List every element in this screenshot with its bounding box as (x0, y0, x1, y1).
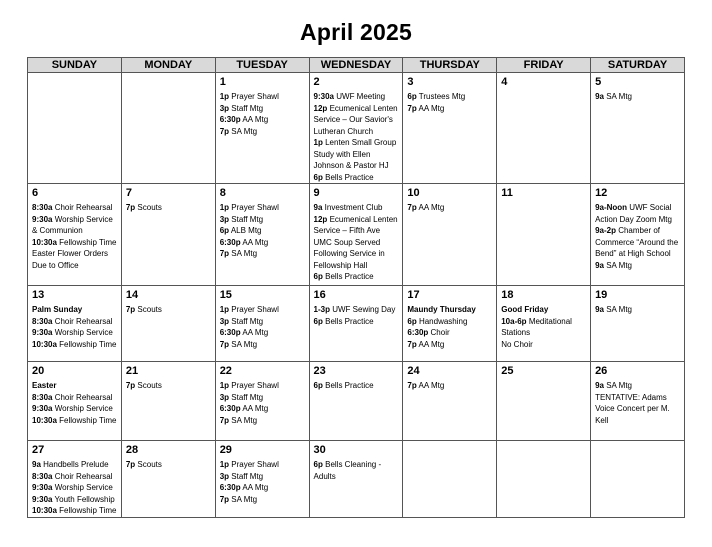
calendar-event (314, 103, 399, 138)
day-number: 6 (32, 187, 39, 199)
event-description: Staff Mtg (231, 103, 264, 113)
day-number: 12 (595, 187, 608, 199)
day-number: 21 (125, 365, 139, 377)
calendar-event (314, 172, 399, 184)
event-description: UWF Social Action Day Zoom Mtg (595, 203, 672, 224)
event-time: 1p (219, 381, 230, 390)
day-cell (215, 184, 309, 286)
calendar-event (32, 494, 117, 506)
day-cell (309, 362, 403, 441)
event-time: Palm Sunday (32, 305, 83, 314)
event-description: SA Mtg (606, 305, 632, 314)
event-description: Choir Rehearsal (54, 203, 113, 212)
week-row (28, 362, 685, 441)
weekday-header: WEDNESDAY (309, 58, 403, 73)
event-time: 1p (313, 138, 323, 147)
calendar-event (314, 202, 399, 214)
calendar-event (314, 316, 399, 328)
event-time: Good Friday (501, 305, 549, 314)
calendar-event (314, 91, 399, 103)
event-description: Trustees Mtg (418, 92, 466, 101)
day-cell (403, 286, 497, 362)
event-description: Prayer Shawl (231, 381, 279, 390)
calendar-event (314, 214, 399, 272)
calendar-event (220, 327, 305, 339)
event-description: UWF Sewing Day (332, 305, 396, 314)
day-number: 17 (407, 289, 420, 301)
event-description: Bells Practice (325, 381, 374, 390)
event-time: 9a (595, 260, 604, 270)
event-time: 9a (595, 305, 604, 314)
event-time: 6:30p (219, 237, 241, 247)
event-description: Bells Practice (325, 172, 374, 182)
day-number: 24 (407, 365, 420, 377)
calendar-event (32, 214, 117, 237)
calendar-event (314, 304, 399, 316)
event-description: TENTATIVE: Adams Voice Concert per M. Kell (595, 392, 670, 425)
empty-day-cell (121, 73, 215, 184)
event-time: 8:30a (32, 392, 53, 402)
event-time: 10a-6p (501, 316, 527, 326)
event-description: SA Mtg (231, 339, 258, 349)
calendar-event (220, 415, 305, 427)
day-number: 15 (219, 289, 232, 301)
weekday-header: SUNDAY (28, 58, 122, 73)
event-description: Meditational Stations (501, 316, 572, 337)
event-time: 9:30a (32, 404, 53, 413)
event-description: SA Mtg (606, 92, 632, 101)
event-description: Worship Service & Communion (32, 214, 113, 235)
calendar-event (595, 392, 680, 427)
event-time: 7p (125, 381, 136, 390)
event-time: 7p (407, 103, 417, 113)
calendar-event (407, 202, 492, 214)
day-cell (215, 73, 309, 184)
event-time: 3p (219, 316, 230, 326)
event-description: Youth Fellowship (54, 494, 115, 504)
day-cell (28, 184, 122, 286)
calendar-event (126, 202, 211, 214)
event-description: ALB Mtg (230, 226, 262, 235)
day-number: 28 (125, 444, 139, 456)
day-number: 8 (219, 187, 226, 199)
calendar-event (220, 380, 305, 392)
calendar-event (32, 471, 117, 483)
event-description: Ecumenical Lenten Service – Our Savior's Lutheran Church (313, 103, 398, 136)
event-time: 6p (313, 172, 323, 182)
event-description: AA Mtg (242, 328, 269, 337)
event-description: Bells Practice (325, 272, 374, 281)
event-time: 6p (219, 226, 230, 235)
event-time: 9a (595, 381, 604, 390)
calendar-event (126, 459, 211, 471)
empty-day-cell (591, 441, 685, 518)
day-cell (28, 286, 122, 362)
event-time: 10:30a (32, 339, 57, 349)
weekday-header: SATURDAY (591, 58, 685, 73)
day-number: 27 (32, 444, 45, 456)
calendar-event (220, 202, 305, 214)
empty-day-cell (403, 441, 497, 518)
event-time: 7p (125, 460, 136, 469)
event-description: Prayer Shawl (231, 92, 279, 101)
event-description: UWF Meeting (336, 92, 386, 101)
event-description: SA Mtg (606, 260, 632, 270)
event-description: Choir Rehearsal (54, 471, 113, 481)
day-cell (497, 362, 591, 441)
calendar-event (407, 304, 492, 316)
event-time: 6p (313, 272, 323, 281)
event-time: 9:30a (32, 214, 53, 224)
day-cell (309, 286, 403, 362)
calendar-event (32, 392, 117, 404)
event-time: 3p (219, 471, 230, 481)
calendar-event (314, 137, 399, 172)
day-number: 22 (219, 365, 232, 377)
event-time: 7p (219, 415, 230, 425)
calendar-event (32, 248, 117, 271)
event-time: 7p (407, 339, 417, 349)
event-description: Chamber of Commerce “Around the Bend” at High School (595, 226, 679, 258)
calendar-event (314, 271, 399, 283)
event-description: Bells Cleaning - Adults (313, 460, 382, 481)
weekday-header: TUESDAY (215, 58, 309, 73)
calendar-event (32, 459, 117, 471)
event-description: AA Mtg (242, 483, 269, 492)
day-number: 19 (595, 289, 608, 301)
event-time: 1-3p (313, 305, 330, 314)
day-number: 29 (219, 444, 232, 456)
calendar-event (32, 304, 117, 316)
event-time: 3p (219, 103, 230, 113)
calendar-event (220, 225, 305, 237)
calendar-event (595, 202, 680, 225)
event-description: Scouts (137, 305, 162, 314)
event-description: Staff Mtg (231, 316, 264, 326)
event-description: Prayer Shawl (231, 460, 279, 469)
calendar-event (595, 304, 680, 316)
calendar-event (32, 339, 117, 351)
event-description: AA Mtg (242, 237, 269, 247)
day-cell (403, 73, 497, 184)
calendar-event (32, 380, 117, 392)
calendar-event (595, 260, 680, 272)
event-description: Choir (430, 328, 450, 337)
event-description: SA Mtg (231, 126, 258, 136)
event-time: 6p (313, 381, 323, 390)
day-cell (215, 286, 309, 362)
event-description: SA Mtg (231, 494, 258, 504)
calendar-event (595, 380, 680, 392)
day-number: 16 (313, 289, 326, 301)
week-row (28, 73, 685, 184)
event-time: 7p (219, 249, 230, 258)
calendar-event (501, 304, 586, 316)
calendar-grid (27, 57, 685, 518)
calendar-event (32, 482, 117, 494)
calendar-event (407, 316, 492, 328)
event-time: 9a-Noon (595, 203, 628, 212)
day-number: 4 (501, 76, 508, 88)
event-time: 6:30p (219, 483, 241, 492)
event-time: 9:30a (32, 328, 53, 337)
event-time: 7p (219, 339, 230, 349)
calendar-event (32, 316, 117, 328)
day-number: 5 (595, 76, 602, 88)
calendar-event (32, 237, 117, 249)
day-number: 23 (313, 365, 326, 377)
day-number: 9 (313, 187, 320, 199)
event-description: Bells Practice (325, 316, 374, 326)
calendar-event (220, 237, 305, 249)
event-description: Worship Service (54, 328, 113, 337)
calendar-event (407, 380, 492, 392)
event-description: Staff Mtg (231, 392, 264, 402)
week-row (28, 441, 685, 518)
calendar-event (314, 459, 399, 482)
calendar-event (220, 459, 305, 471)
event-time: 6:30p (219, 404, 241, 413)
calendar-event (501, 316, 586, 339)
calendar-event (220, 91, 305, 103)
event-time: 8:30a (32, 471, 53, 481)
event-description: AA Mtg (242, 404, 269, 413)
day-cell (497, 73, 591, 184)
event-time: 7p (125, 305, 136, 314)
calendar-event (407, 103, 492, 115)
day-number: 11 (501, 187, 513, 199)
event-time: 1p (219, 305, 230, 314)
calendar-event (407, 91, 492, 103)
calendar-event (220, 471, 305, 483)
event-description: AA Mtg (418, 203, 445, 212)
event-description: Fellowship Time (59, 506, 117, 515)
event-time: 3p (219, 214, 230, 224)
day-cell (309, 184, 403, 286)
day-cell (591, 286, 685, 362)
day-cell (121, 184, 215, 286)
calendar-event (220, 392, 305, 404)
day-number: 14 (125, 289, 139, 301)
event-description: SA Mtg (606, 381, 632, 390)
day-cell (591, 362, 685, 441)
day-cell (121, 362, 215, 441)
calendar-event (220, 482, 305, 494)
event-time: 6p (313, 316, 323, 326)
event-time: 1p (219, 203, 230, 212)
calendar-title: April 2025 (300, 19, 412, 45)
event-time: 9a (313, 203, 323, 212)
event-time: 10:30a (32, 415, 57, 425)
event-description: Ecumenical Lenten Service – Fifth Ave UMC Soup Served Following Service in Fellowship Hall (313, 214, 398, 270)
weekday-header: MONDAY (121, 58, 215, 73)
day-number: 3 (407, 76, 414, 88)
event-description: Staff Mtg (231, 471, 264, 481)
day-cell (403, 184, 497, 286)
week-row (28, 184, 685, 286)
event-description: AA Mtg (418, 381, 445, 390)
event-description: SA Mtg (231, 415, 258, 425)
calendar-event (220, 494, 305, 506)
week-row (28, 286, 685, 362)
day-cell (497, 184, 591, 286)
event-description: Scouts (137, 460, 162, 469)
event-description: Investment Club (324, 203, 383, 212)
event-time: 9:30a (32, 483, 53, 492)
event-time: 6p (407, 316, 417, 326)
day-number: 18 (501, 289, 514, 301)
day-number: 10 (407, 187, 420, 199)
event-description: Prayer Shawl (231, 203, 279, 212)
event-time: Easter (32, 381, 57, 390)
event-description: Choir Rehearsal (54, 392, 113, 402)
calendar-event (220, 214, 305, 226)
calendar-event (220, 403, 305, 415)
event-time: 1p (219, 460, 230, 469)
day-cell (215, 441, 309, 518)
calendar-event (220, 114, 305, 126)
calendar-event (32, 505, 117, 517)
day-cell (215, 362, 309, 441)
event-description: Fellowship Time (59, 237, 117, 247)
event-description: Scouts (137, 203, 162, 212)
event-time: 10:30a (32, 237, 57, 247)
calendar-event (595, 91, 680, 103)
event-time: 8:30a (32, 203, 53, 212)
event-description: SA Mtg (231, 249, 258, 258)
weekday-header: THURSDAY (403, 58, 497, 73)
calendar-event (220, 103, 305, 115)
event-time: 12p (313, 103, 328, 113)
event-description: Handwashing (418, 316, 468, 326)
calendar-event (501, 339, 586, 351)
weekday-header-row (28, 58, 685, 73)
event-description: No Choir (501, 339, 533, 349)
calendar-event (32, 403, 117, 415)
event-time: 7p (219, 494, 230, 504)
event-description: AA Mtg (418, 339, 445, 349)
day-cell (403, 362, 497, 441)
calendar-event (220, 316, 305, 328)
calendar-event (126, 380, 211, 392)
calendar-event (595, 225, 680, 260)
day-cell (591, 184, 685, 286)
event-time: Maundy Thursday (407, 305, 476, 314)
day-number: 2 (313, 76, 320, 88)
day-number: 25 (501, 365, 514, 377)
calendar-event (220, 339, 305, 351)
calendar-event (126, 304, 211, 316)
event-description: Worship Service (54, 404, 113, 413)
event-description: Lenten Small Group Study with Ellen Johnson & Pastor HJ (313, 138, 397, 170)
day-cell (497, 286, 591, 362)
event-time: 7p (407, 381, 417, 390)
event-description: Handbells Prelude (43, 460, 109, 469)
event-description: Scouts (137, 381, 162, 390)
event-time: 9:30a (313, 92, 334, 101)
event-time: 12p (313, 214, 328, 224)
event-time: 6p (407, 92, 417, 101)
day-cell (121, 286, 215, 362)
calendar-event (220, 126, 305, 138)
day-number: 20 (32, 365, 45, 377)
event-description: AA Mtg (418, 103, 445, 113)
day-cell (28, 441, 122, 518)
event-time: 9a-2p (595, 226, 616, 235)
day-number: 1 (219, 76, 226, 88)
empty-day-cell (28, 73, 122, 184)
weekday-header: FRIDAY (497, 58, 591, 73)
day-cell (591, 73, 685, 184)
day-cell (121, 441, 215, 518)
event-description: Choir Rehearsal (54, 316, 113, 326)
event-description: AA Mtg (242, 115, 269, 124)
calendar-event (220, 248, 305, 260)
event-time: 10:30a (32, 506, 57, 515)
event-description: Worship Service (54, 483, 113, 492)
event-time: 6:30p (407, 328, 429, 337)
day-number: 30 (313, 444, 326, 456)
day-cell (309, 441, 403, 518)
event-description: Fellowship Time (59, 339, 117, 349)
empty-day-cell (497, 441, 591, 518)
event-time: 8:30a (32, 316, 53, 326)
event-time: 6p (313, 460, 323, 469)
event-time: 6:30p (219, 328, 241, 337)
day-number: 13 (32, 289, 45, 301)
event-time: 7p (407, 203, 417, 212)
day-cell (309, 73, 403, 184)
calendar-event (32, 202, 117, 214)
event-time: 9a (32, 460, 41, 469)
event-description: Staff Mtg (231, 214, 264, 224)
event-description: Fellowship Time (59, 415, 117, 425)
calendar-event (314, 380, 399, 392)
event-time: 9a (595, 92, 604, 101)
day-number: 7 (125, 187, 132, 199)
calendar-event (407, 327, 492, 339)
calendar-event (32, 327, 117, 339)
event-time: 1p (219, 92, 230, 101)
event-description: Easter Flower Orders Due to Office (32, 249, 109, 270)
event-description: Prayer Shawl (231, 305, 279, 314)
calendar-event (32, 415, 117, 427)
calendar-event (407, 339, 492, 351)
event-time: 7p (125, 203, 136, 212)
event-time: 6:30p (219, 115, 241, 124)
event-time: 7p (219, 126, 230, 136)
event-time: 9:30a (32, 494, 53, 504)
day-number: 26 (595, 365, 608, 377)
day-cell (28, 362, 122, 441)
event-time: 3p (219, 392, 230, 402)
calendar-event (220, 304, 305, 316)
